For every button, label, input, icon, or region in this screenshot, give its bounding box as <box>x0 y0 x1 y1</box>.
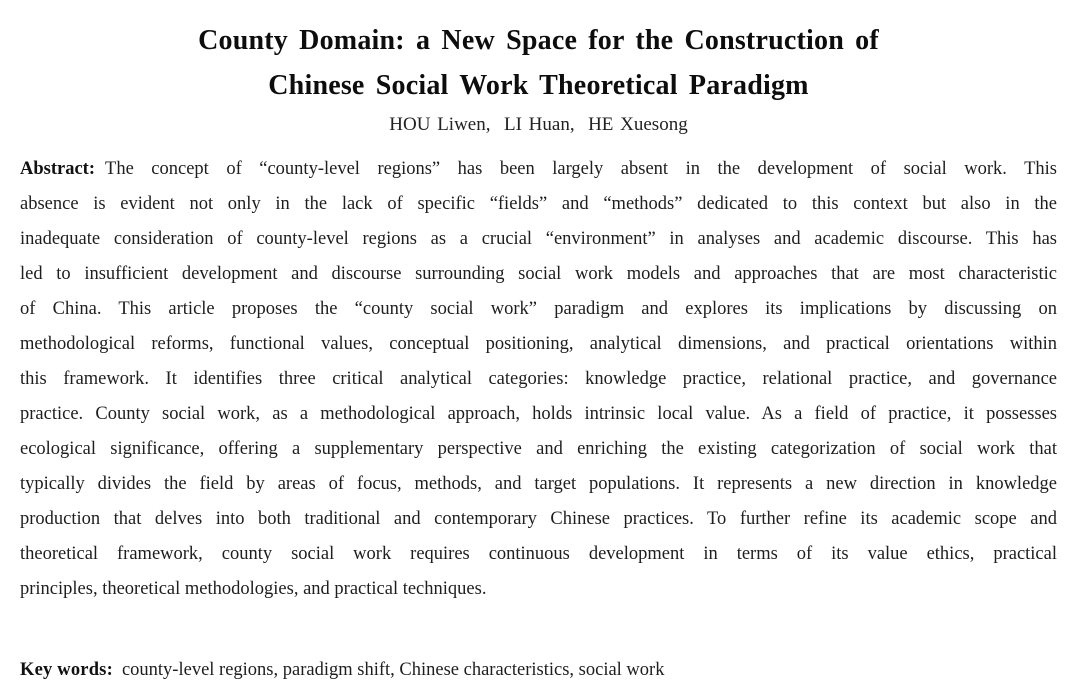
abstract-line: production that delves into both traditional and contemporary Chinese practices. To further refine its academic scope and <box>20 509 1057 529</box>
abstract-line: of China. This article proposes the “county social work” paradigm and explores its implications by discussing on <box>20 299 1057 319</box>
keywords-section <box>20 655 1057 685</box>
abstract-line-text: The concept of “county-level regions” has been largely absent in the development of social work. This <box>105 159 1057 179</box>
paper-title-line-1: County Domain: a New Space for the Construction of <box>198 25 879 56</box>
abstract-line: ecological significance, offering a supplementary perspective and enriching the existing categorization of social work that <box>20 439 1057 459</box>
abstract-line: theoretical framework, county social work requires continuous development in terms of its value ethics, practical <box>20 544 1057 564</box>
authors-line: HOU Liwen, LI Huan, HE Xuesong <box>389 114 688 135</box>
keywords-text: county-level regions, paradigm shift, Chinese characteristics, social work <box>121 660 665 680</box>
abstract-section <box>20 152 1057 607</box>
keywords-label: Key words: <box>20 660 113 680</box>
abstract-line <box>20 152 1057 187</box>
paper-title-line-2: Chinese Social Work Theoretical Paradigm <box>268 70 809 101</box>
abstract-line: principles, theoretical methodologies, and practical techniques. <box>20 579 487 599</box>
abstract-line: this framework. It identifies three critical analytical categories: knowledge practice, relational practice, and governance <box>20 369 1057 389</box>
abstract-line: inadequate consideration of county-level regions as a crucial “environment” in analyses and academic discourse. This has <box>20 229 1057 249</box>
abstract-line: methodological reforms, functional values, conceptual positioning, analytical dimensions, and practical orientations within <box>20 334 1057 354</box>
abstract-label: Abstract: <box>20 159 96 179</box>
paper-title <box>20 18 1057 108</box>
abstract-line: absence is evident not only in the lack of specific “fields” and “methods” dedicated to this context but also in the <box>20 194 1057 214</box>
abstract-line: typically divides the field by areas of focus, methods, and target populations. It represents a new direction in knowledge <box>20 474 1057 494</box>
abstract-line: practice. County social work, as a methodological approach, holds intrinsic local value. As a field of practice, it possesses <box>20 404 1057 424</box>
abstract-line: led to insufficient development and discourse surrounding social work models and approaches that are most characteristic <box>20 264 1057 284</box>
